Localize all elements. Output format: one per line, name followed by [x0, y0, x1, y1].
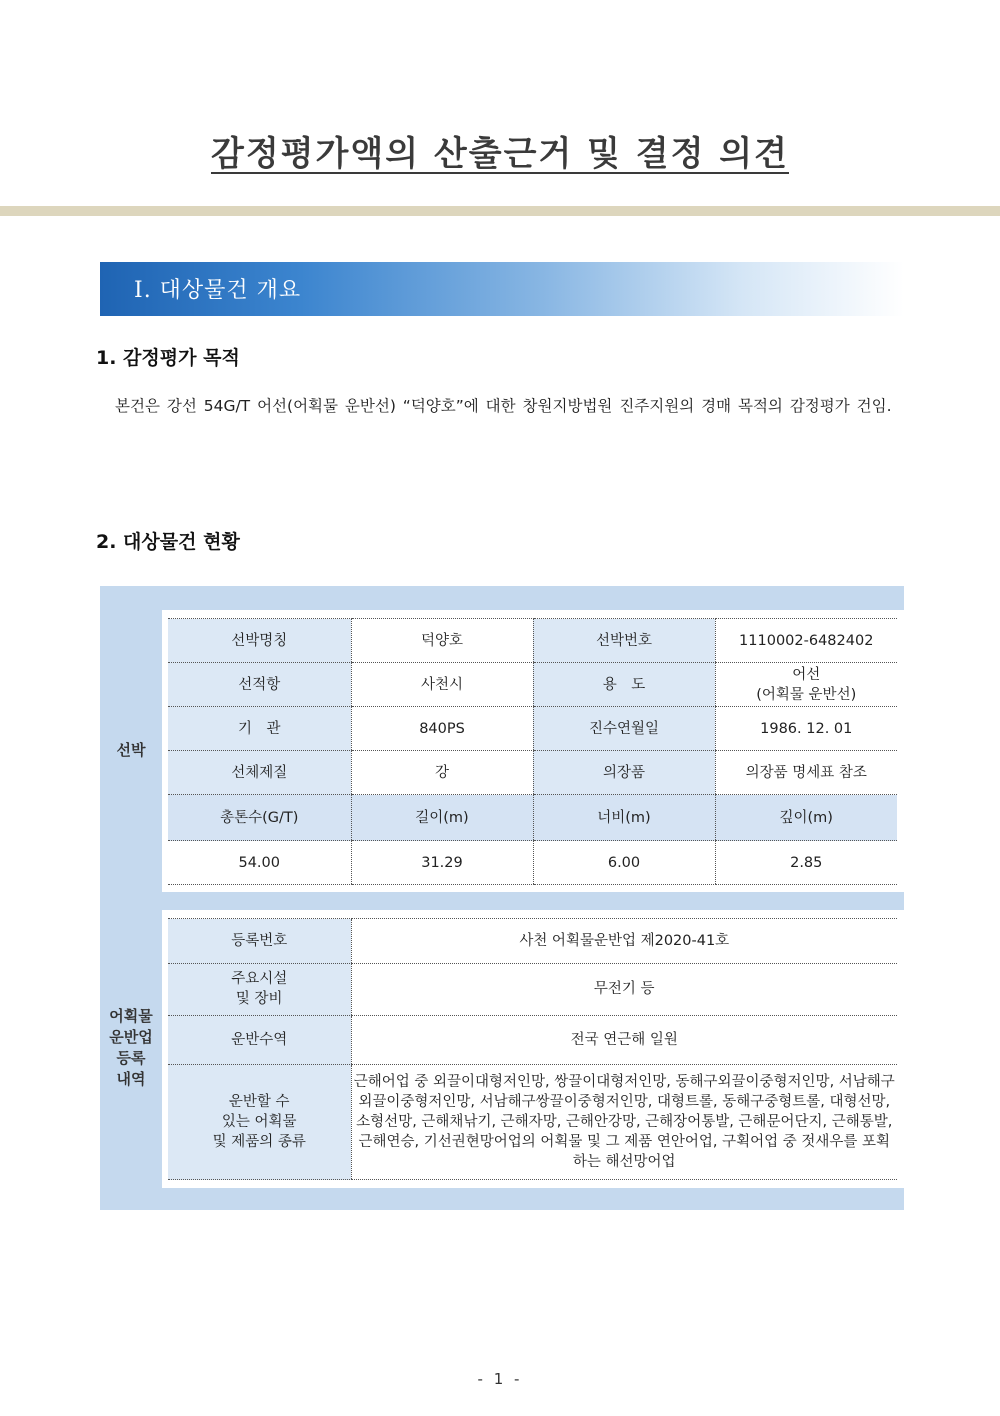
ship-value-cell: 의장품 명세표 참조 [715, 751, 897, 795]
registration-table-row [168, 1015, 897, 1064]
ship-label-cell: 진수연월일 [533, 707, 715, 751]
ship-value-cell: 54.00 [168, 841, 351, 885]
registration-table-row [168, 1064, 897, 1179]
ship-info-table [168, 618, 897, 885]
registration-value-cell: 근해어업 중 외끌이대형저인망, 쌍끌이대형저인망, 동해구외끌이중형저인망, 서남해구외끌이중형저인망, 서남해구쌍끌이중형저인망, 대형트롤, 동해구중형트롤, 대형선망, 소형선망, 근해채낚기, 근해자망, 근해안강망, 근해장어통발, 근해문어단지, 근해통발, 근해연승, 기선권현망어업의 어획물 및 그 제품 연안어업, 구획어업 중 젓새우를 포획하는 해선망어업 [351, 1064, 897, 1179]
ship-label-cell: 너비(m) [533, 795, 715, 841]
registration-label-cell: 주요시설 및 장비 [168, 964, 351, 1015]
ship-value-cell: 사천시 [351, 663, 533, 707]
ship-label-cell: 용 도 [533, 663, 715, 707]
section-banner-title: I. 대상물건 개요 [134, 278, 302, 303]
registration-table-row [168, 919, 897, 964]
ship-label-cell: 길이(m) [351, 795, 533, 841]
document-title: 감정평가액의 산출근거 및 결정 의견 [210, 134, 789, 174]
ship-value-cell: 6.00 [533, 841, 715, 885]
registration-label-cell: 운반할 수 있는 어획물 및 제품의 종류 [168, 1064, 351, 1179]
ship-table-row [168, 795, 897, 841]
ship-table-row [168, 707, 897, 751]
ship-label-cell: 선체제질 [168, 751, 351, 795]
ship-table-row [168, 619, 897, 663]
ship-table-row [168, 663, 897, 707]
ship-group-label: 선박 [116, 741, 146, 759]
page-number: - 1 - [477, 1370, 523, 1388]
registration-label-cell: 운반수역 [168, 1015, 351, 1064]
ship-value-cell: 31.29 [351, 841, 533, 885]
registration-value-cell: 무전기 등 [351, 964, 897, 1015]
ship-table-row [168, 751, 897, 795]
ship-table-row [168, 841, 897, 885]
ship-value-cell: 840PS [351, 707, 533, 751]
ship-label-cell: 선적항 [168, 663, 351, 707]
purpose-paragraph: 본건은 강선 54G/T 어선(어획물 운반선) “덕양호”에 대한 창원지방법원 진주지원의 경매 목적의 감정평가 건임. [115, 397, 892, 415]
ship-value-cell: 강 [351, 751, 533, 795]
registration-value-cell: 사천 어획물운반업 제2020-41호 [351, 919, 897, 964]
ship-label-cell: 선박명칭 [168, 619, 351, 663]
ship-label-cell: 총톤수(G/T) [168, 795, 351, 841]
heading-status: 2. 대상물건 현황 [96, 531, 240, 553]
ship-value-cell: 덕양호 [351, 619, 533, 663]
ship-label-cell: 깊이(m) [715, 795, 897, 841]
ship-value-cell: 2.85 [715, 841, 897, 885]
section-banner [100, 262, 904, 316]
ship-value-cell: 어선 (어획물 운반선) [715, 663, 897, 707]
title-divider [0, 206, 1000, 216]
registration-group-label: 어획물 운반업 등록 내역 [109, 1007, 153, 1088]
ship-label-cell: 선박번호 [533, 619, 715, 663]
ship-label-cell: 의장품 [533, 751, 715, 795]
registration-value-cell: 전국 연근해 일원 [351, 1015, 897, 1064]
ship-label-cell: 기 관 [168, 707, 351, 751]
heading-purpose: 1. 감정평가 목적 [96, 347, 240, 369]
registration-table-row [168, 964, 897, 1015]
registration-table [168, 918, 897, 1180]
registration-label-cell: 등록번호 [168, 919, 351, 964]
ship-value-cell: 1110002-6482402 [715, 619, 897, 663]
ship-value-cell: 1986. 12. 01 [715, 707, 897, 751]
